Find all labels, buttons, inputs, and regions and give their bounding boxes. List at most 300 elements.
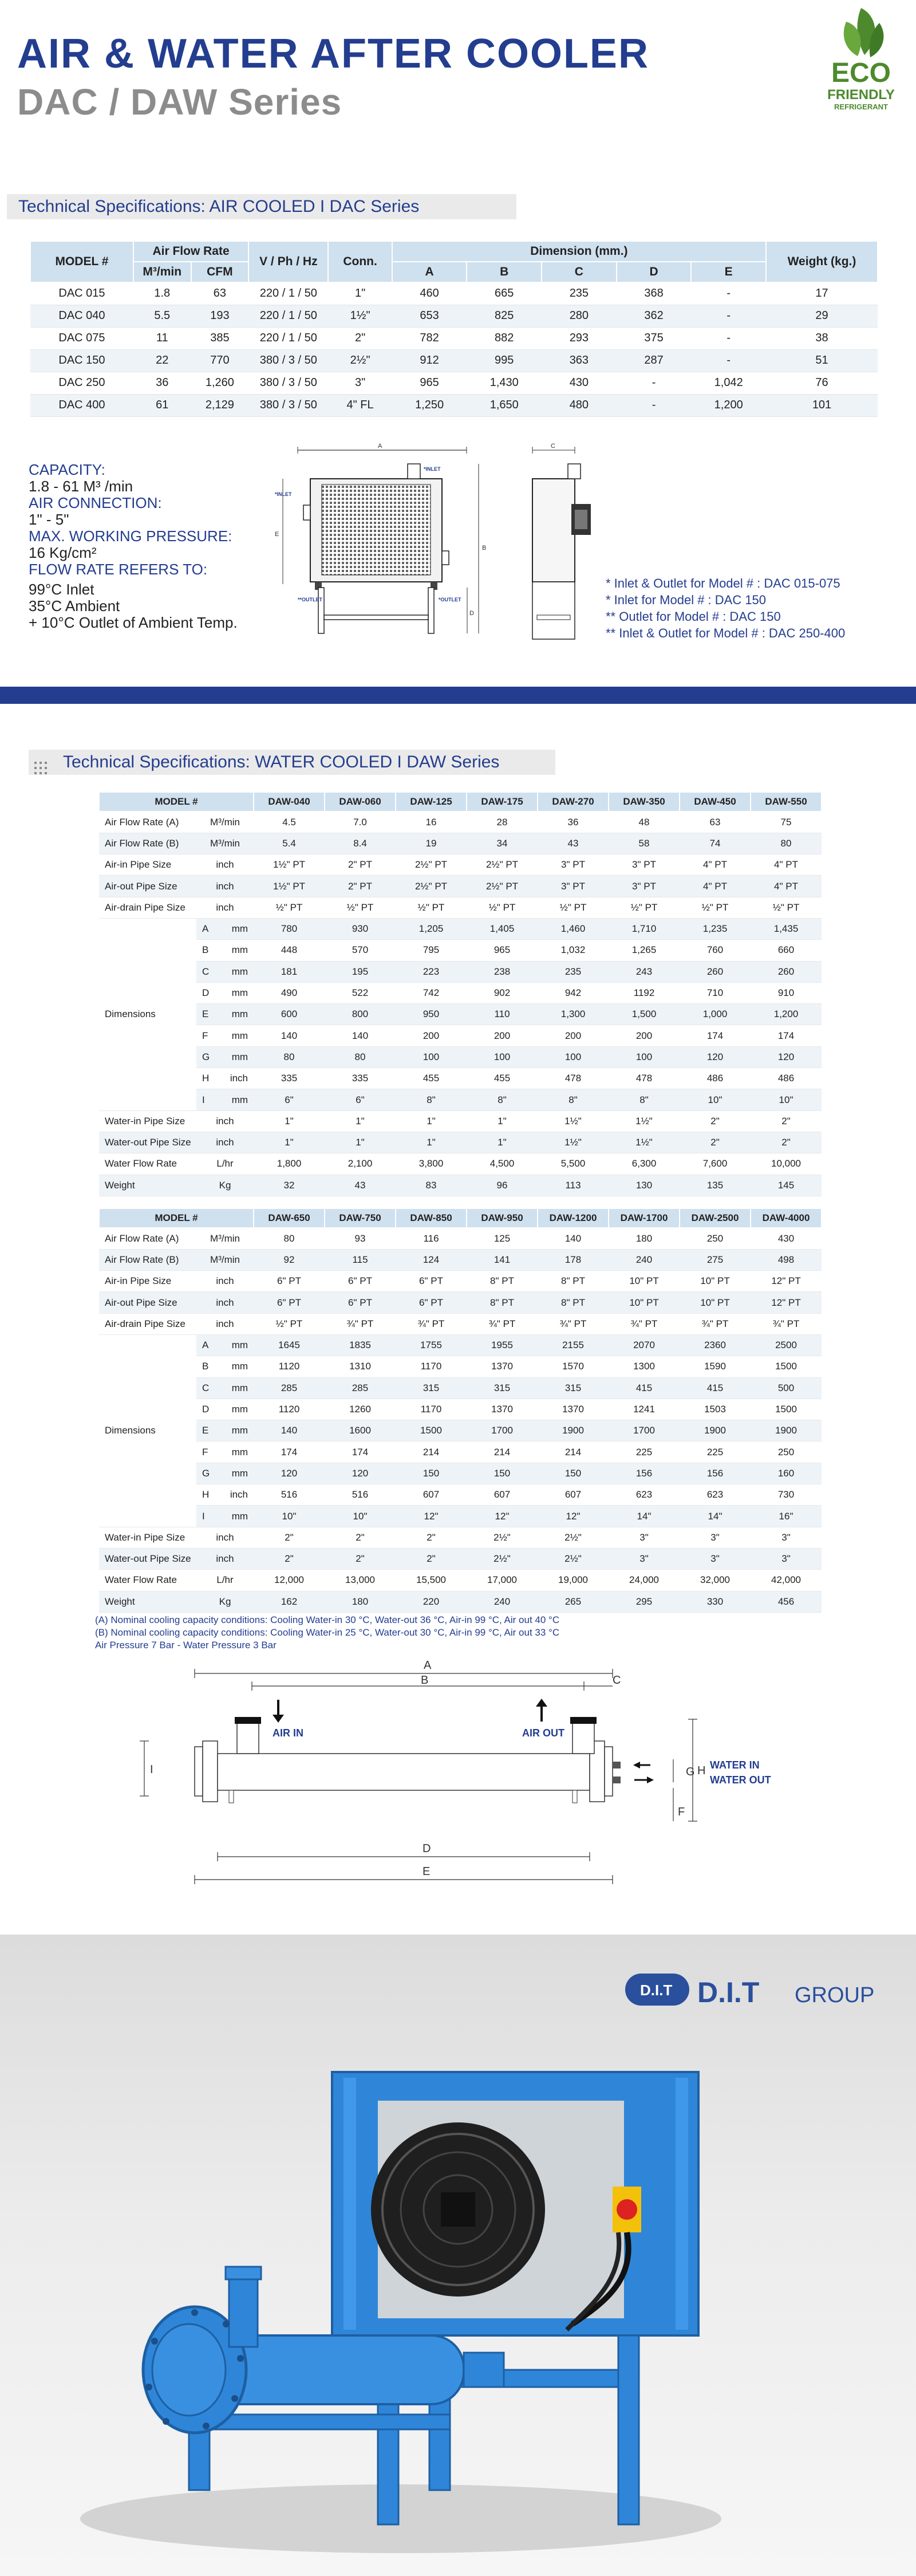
dimension-key: G [202, 1051, 210, 1062]
table-cell: 4" PT [751, 876, 822, 897]
table-cell: 455 [396, 1068, 467, 1089]
table-cell: 220 / 1 / 50 [248, 282, 328, 305]
table-cell: 710 [680, 982, 751, 1003]
unit-cell: M³/min [196, 1249, 254, 1270]
table-cell: 910 [751, 982, 822, 1003]
daw-dim-d: D [423, 1842, 431, 1855]
table-cell: 607 [396, 1484, 467, 1506]
table-row [99, 918, 822, 939]
table-cell: ½" PT [609, 897, 680, 918]
logo-badge-text: D.I.T [640, 1982, 673, 1999]
footnote-b: (B) Nominal cooling capacity conditions: Cooling Water-in 25 °C, Water-out 30 °C, Air-in 99 °C, Air out 33 °C [95, 1627, 560, 1638]
unit-cell: inch [196, 1132, 254, 1153]
table-cell: 14" [609, 1506, 680, 1527]
product-photo [0, 1935, 916, 2576]
table-cell: 80 [751, 833, 822, 854]
row-label: Air-out Pipe Size [99, 1292, 196, 1313]
table-row [99, 1249, 822, 1270]
model-column-header: DAW-750 [325, 1208, 396, 1228]
air-out-arrow-icon [536, 1699, 547, 1722]
dac-model-notes [606, 575, 845, 641]
table-cell: 8" PT [538, 1292, 609, 1313]
table-row [99, 897, 822, 918]
table-cell: 1½" PT [254, 854, 325, 876]
table-cell: 742 [396, 982, 467, 1003]
dimension-key-unit [196, 1441, 254, 1463]
dac-col-b: B [467, 262, 542, 282]
table-cell: 653 [392, 305, 467, 327]
dimension-key-unit [196, 1334, 254, 1356]
table-cell: 238 [467, 961, 538, 982]
water-out-label: WATER OUT [710, 1774, 771, 1786]
table-cell: 113 [538, 1175, 609, 1196]
table-cell: 275 [680, 1249, 751, 1270]
table-cell: 607 [538, 1484, 609, 1506]
table-cell: 14" [680, 1506, 751, 1527]
unit-cell: Kg [196, 1591, 254, 1612]
table-cell: 1" [254, 1110, 325, 1132]
air-connection-value: 1" - 5" [29, 511, 69, 528]
table-cell: 1,200 [751, 1004, 822, 1025]
dimension-key-unit [196, 1420, 254, 1441]
dac-col-m3min: M³/min [133, 262, 191, 282]
dac-col-conn: Conn. [328, 241, 392, 282]
table-cell: 10" PT [609, 1292, 680, 1313]
dac-dim-e: E [275, 531, 279, 538]
table-cell: 250 [680, 1228, 751, 1249]
dimensions-label: Dimensions [99, 1334, 196, 1527]
table-cell: 1,460 [538, 918, 609, 939]
table-cell: 8" PT [467, 1292, 538, 1313]
table-row [30, 372, 878, 394]
row-label: Weight [99, 1175, 196, 1196]
table-row [99, 1292, 822, 1313]
table-cell: 28 [467, 812, 538, 833]
unit-cell: M³/min [196, 812, 254, 833]
table-cell: 385 [191, 327, 249, 349]
table-row [99, 982, 822, 1003]
table-cell: 162 [254, 1591, 325, 1612]
table-cell: 486 [751, 1068, 822, 1089]
dac-col-weight: Weight (kg.) [766, 241, 878, 282]
table-cell: 770 [191, 349, 249, 372]
table-cell: 12" [538, 1506, 609, 1527]
dac-col-model: MODEL # [30, 241, 133, 282]
table-cell: 315 [396, 1377, 467, 1399]
table-cell: 1½" [609, 1110, 680, 1132]
table-cell: 1,650 [467, 394, 542, 416]
table-cell: 220 / 1 / 50 [248, 305, 328, 327]
dac-col-dimension: Dimension (mm.) [392, 241, 766, 262]
table-cell: 265 [538, 1591, 609, 1612]
model-cell: DAC 250 [30, 372, 133, 394]
table-cell: 243 [609, 961, 680, 982]
table-cell: 7,600 [680, 1153, 751, 1175]
table-row [30, 349, 878, 372]
dimension-key-unit [196, 1463, 254, 1484]
table-cell: 2155 [538, 1334, 609, 1356]
flow-rate-label: FLOW RATE REFERS TO: [29, 561, 208, 578]
model-column-header: DAW-350 [609, 792, 680, 812]
table-cell: 8" PT [467, 1271, 538, 1292]
table-row [99, 1463, 822, 1484]
table-cell: 260 [751, 961, 822, 982]
table-cell: 17,000 [467, 1570, 538, 1591]
table-cell: 5.5 [133, 305, 191, 327]
table-cell: 1900 [538, 1420, 609, 1441]
daw-dim-c: C [613, 1674, 621, 1687]
table-cell: 101 [766, 394, 878, 416]
dac-col-vph: V / Ph / Hz [248, 241, 328, 282]
unit-cell: Kg [196, 1175, 254, 1196]
dimension-key: H [202, 1489, 210, 1500]
table-cell: 1" [396, 1132, 467, 1153]
table-cell: 4.5 [254, 812, 325, 833]
unit-cell: mm [231, 1094, 248, 1105]
note-4: ** Inlet & Outlet for Model # : DAC 250-400 [606, 626, 846, 640]
table-cell: 83 [396, 1175, 467, 1196]
table-cell: 363 [542, 349, 617, 372]
table-cell: 100 [396, 1046, 467, 1068]
dimension-key: H [202, 1073, 210, 1084]
table-cell: 120 [751, 1046, 822, 1068]
table-cell: ½" PT [254, 1313, 325, 1334]
table-row [99, 1377, 822, 1399]
table-row [99, 961, 822, 982]
daw-dim-i: I [150, 1763, 153, 1776]
table-cell: 2½" [538, 1527, 609, 1548]
table-cell: ¾" PT [609, 1313, 680, 1334]
table-row [99, 1068, 822, 1089]
table-cell: 8" [396, 1089, 467, 1110]
model-column-header: DAW-2500 [680, 1208, 751, 1228]
footnote-pressure: Air Pressure 7 Bar - Water Pressure 3 Bar [95, 1640, 277, 1651]
unit-cell: inch [196, 1548, 254, 1569]
table-cell: 100 [467, 1046, 538, 1068]
table-cell: 295 [609, 1591, 680, 1612]
table-cell: 362 [617, 305, 692, 327]
table-cell: 1600 [325, 1420, 396, 1441]
flow-ambient: 35°C Ambient [29, 597, 120, 615]
table-row [99, 1025, 822, 1046]
table-cell: 225 [680, 1441, 751, 1463]
table-cell: 214 [396, 1441, 467, 1463]
water-out-arrow-icon [634, 1777, 654, 1783]
table-cell: 61 [133, 394, 191, 416]
table-cell: 7.0 [325, 812, 396, 833]
table-cell: 140 [254, 1420, 325, 1441]
table-cell: 160 [751, 1463, 822, 1484]
logo-name-text: D.I.T [697, 1976, 760, 2008]
table-cell: 6" PT [254, 1292, 325, 1313]
table-cell: 36 [538, 812, 609, 833]
table-cell: 135 [680, 1175, 751, 1196]
table-cell: 1" [467, 1132, 538, 1153]
table-cell: 200 [538, 1025, 609, 1046]
unit-cell: mm [231, 1467, 248, 1479]
table-cell: 380 / 3 / 50 [248, 349, 328, 372]
model-column-header: DAW-850 [396, 1208, 467, 1228]
table-cell: 460 [392, 282, 467, 305]
page-subtitle: DAC / DAW Series [17, 81, 342, 123]
table-cell: 478 [538, 1068, 609, 1089]
table-cell: 293 [542, 327, 617, 349]
table-cell: 1,250 [392, 394, 467, 416]
table-row [99, 1399, 822, 1420]
table-cell: 2,129 [191, 394, 249, 416]
model-column-header: DAW-125 [396, 792, 467, 812]
table-cell: 2½" PT [467, 876, 538, 897]
table-cell: 1" [325, 1132, 396, 1153]
table-row [99, 854, 822, 876]
table-cell: 1,265 [609, 940, 680, 961]
water-in-arrow-icon [633, 1762, 650, 1768]
section-divider-band [0, 687, 916, 704]
table-cell: - [617, 372, 692, 394]
table-cell: 995 [467, 349, 542, 372]
table-cell: ½" PT [325, 897, 396, 918]
table-cell: 235 [538, 961, 609, 982]
table-cell: 1120 [254, 1399, 325, 1420]
table-cell: 285 [254, 1377, 325, 1399]
unit-cell: mm [231, 1051, 248, 1062]
flow-inlet: 99°C Inlet [29, 581, 94, 598]
model-cell: DAC 040 [30, 305, 133, 327]
table-cell: 2" [396, 1527, 467, 1548]
air-out-label: AIR OUT [522, 1727, 564, 1739]
table-cell: 6" [254, 1089, 325, 1110]
table-cell: ¾" PT [538, 1313, 609, 1334]
table-cell: 1,000 [680, 1004, 751, 1025]
table-cell: 3,800 [396, 1153, 467, 1175]
table-cell: 1503 [680, 1399, 751, 1420]
table-cell: 214 [467, 1441, 538, 1463]
model-column-header: DAW-450 [680, 792, 751, 812]
dimension-key-unit [196, 1356, 254, 1377]
dac-col-cfm: CFM [191, 262, 249, 282]
row-label: Water-in Pipe Size [99, 1527, 196, 1548]
table-row [99, 1004, 822, 1025]
dimension-key: B [202, 944, 209, 956]
table-cell: 181 [254, 961, 325, 982]
eco-badge-line3: REFRIGERANT [834, 103, 888, 111]
unit-cell: mm [231, 1404, 248, 1415]
table-cell: 1170 [396, 1356, 467, 1377]
dac-outlet-label-1: **OUTLET [298, 597, 323, 602]
table-cell: 3" [328, 372, 392, 394]
table-cell: - [691, 305, 766, 327]
row-label: Air-drain Pipe Size [99, 1313, 196, 1334]
daw2-col-model: MODEL # [99, 1208, 254, 1228]
model-column-header: DAW-270 [538, 792, 609, 812]
table-cell: 1" [467, 1110, 538, 1132]
dimension-key-unit [196, 1377, 254, 1399]
table-cell: 1700 [609, 1420, 680, 1441]
dimension-key: A [202, 1340, 209, 1351]
air-in-arrow-icon [273, 1700, 284, 1723]
dimension-key-unit [196, 918, 254, 939]
table-cell: 1,205 [396, 918, 467, 939]
table-row [99, 1271, 822, 1292]
table-cell: 2" PT [325, 876, 396, 897]
dimension-key-unit [196, 1004, 254, 1025]
table-cell: 141 [467, 1249, 538, 1270]
unit-cell: inch [196, 1527, 254, 1548]
table-cell: 75 [751, 812, 822, 833]
table-cell: 19,000 [538, 1570, 609, 1591]
daw-section-heading [29, 750, 555, 775]
row-label: Air Flow Rate (B) [99, 833, 196, 854]
dimension-key: D [202, 987, 210, 999]
row-label: Air-out Pipe Size [99, 876, 196, 897]
unit-cell: inch [196, 876, 254, 897]
table-cell: 335 [325, 1068, 396, 1089]
table-cell: 3" PT [538, 854, 609, 876]
table-cell: 93 [325, 1228, 396, 1249]
table-cell: 1310 [325, 1356, 396, 1377]
table-row [99, 1484, 822, 1506]
table-cell: 43 [538, 833, 609, 854]
table-cell: 130 [609, 1175, 680, 1196]
table-cell: 235 [542, 282, 617, 305]
table-row [99, 1089, 822, 1110]
table-cell: 1,435 [751, 918, 822, 939]
table-cell: 220 [396, 1591, 467, 1612]
table-cell: ½" PT [751, 897, 822, 918]
daw-dim-b: B [421, 1674, 429, 1687]
dimension-key: C [202, 1382, 210, 1393]
table-cell: 448 [254, 940, 325, 961]
table-cell: 178 [538, 1249, 609, 1270]
table-cell: 825 [467, 305, 542, 327]
table-cell: 140 [325, 1025, 396, 1046]
table-cell: 500 [751, 1377, 822, 1399]
table-cell: 180 [609, 1228, 680, 1249]
table-cell: 15,500 [396, 1570, 467, 1591]
table-cell: 3" [680, 1548, 751, 1569]
table-cell: 6" PT [396, 1292, 467, 1313]
table-cell: 125 [467, 1228, 538, 1249]
table-cell: 200 [609, 1025, 680, 1046]
table-cell: 2" [751, 1110, 822, 1132]
table-cell: 660 [751, 940, 822, 961]
table-cell: 6,300 [609, 1153, 680, 1175]
table-cell: ½" PT [467, 897, 538, 918]
table-cell: 4,500 [467, 1153, 538, 1175]
table-row [99, 1356, 822, 1377]
unit-cell: inch [196, 897, 254, 918]
table-cell: 12" [396, 1506, 467, 1527]
daw-dim-e: E [423, 1865, 431, 1878]
dac-dim-a: A [378, 443, 382, 450]
air-connection-label: AIR CONNECTION: [29, 494, 162, 511]
table-cell: 32,000 [680, 1570, 751, 1591]
table-cell: 1" [328, 282, 392, 305]
table-cell: 156 [680, 1463, 751, 1484]
table-cell: 780 [254, 918, 325, 939]
table-cell: 1370 [467, 1356, 538, 1377]
dimension-key: I [202, 1094, 205, 1105]
table-cell: 12" [467, 1506, 538, 1527]
daw-dim-g: G [686, 1766, 695, 1778]
unit-cell: mm [231, 944, 248, 956]
table-cell: 225 [609, 1441, 680, 1463]
table-cell: 315 [538, 1377, 609, 1399]
row-label: Air-drain Pipe Size [99, 897, 196, 918]
table-cell: 760 [680, 940, 751, 961]
row-label: Water-out Pipe Size [99, 1548, 196, 1569]
table-cell: 10" [254, 1506, 325, 1527]
table-cell: 10" PT [609, 1271, 680, 1292]
table-cell: ½" PT [680, 897, 751, 918]
table-cell: 1,260 [191, 372, 249, 394]
table-cell: 34 [467, 833, 538, 854]
table-cell: 1370 [538, 1399, 609, 1420]
table-cell: 1" [254, 1132, 325, 1153]
table-cell: 287 [617, 349, 692, 372]
table-cell: 3" [680, 1527, 751, 1548]
table-cell: 456 [751, 1591, 822, 1612]
row-label: Water Flow Rate [99, 1570, 196, 1591]
table-cell: 80 [254, 1046, 325, 1068]
table-cell: 1½" [538, 1110, 609, 1132]
water-in-label: WATER IN [710, 1759, 760, 1771]
page-title: AIR & WATER AFTER COOLER [17, 31, 649, 77]
table-cell: 48 [609, 812, 680, 833]
dimension-key: E [202, 1009, 209, 1020]
table-row [99, 940, 822, 961]
dimension-key-unit [196, 961, 254, 982]
dimension-key-unit [196, 1089, 254, 1110]
dimension-key-unit [196, 1025, 254, 1046]
table-cell: 10" [325, 1506, 396, 1527]
table-row [99, 1228, 822, 1249]
table-cell: 380 / 3 / 50 [248, 372, 328, 394]
table-cell: 174 [680, 1025, 751, 1046]
table-cell: 2½" [538, 1548, 609, 1569]
table-cell: 516 [325, 1484, 396, 1506]
table-cell: 250 [751, 1441, 822, 1463]
table-cell: 1645 [254, 1334, 325, 1356]
table-cell: 150 [396, 1463, 467, 1484]
table-row [99, 1132, 822, 1153]
table-cell: 335 [254, 1068, 325, 1089]
table-cell: 10,000 [751, 1153, 822, 1175]
unit-cell: inch [196, 1110, 254, 1132]
table-cell: ¾" PT [751, 1313, 822, 1334]
table-cell: 2" [751, 1132, 822, 1153]
table-cell: 6" PT [396, 1271, 467, 1292]
model-cell: DAC 075 [30, 327, 133, 349]
model-column-header: DAW-4000 [751, 1208, 822, 1228]
table-cell: 1500 [751, 1399, 822, 1420]
model-column-header: DAW-060 [325, 792, 396, 812]
table-cell: 3" [609, 1527, 680, 1548]
table-cell: 80 [254, 1228, 325, 1249]
table-cell: 16" [751, 1506, 822, 1527]
table-cell: 285 [325, 1377, 396, 1399]
table-cell: 330 [680, 1591, 751, 1612]
table-row [99, 1420, 822, 1441]
daw-footnotes [95, 1614, 559, 1652]
eco-friendly-badge [812, 2, 910, 115]
table-cell: 2500 [751, 1334, 822, 1356]
model-column-header: DAW-950 [467, 1208, 538, 1228]
table-cell: 2" [328, 327, 392, 349]
unit-cell: mm [231, 923, 248, 935]
dimension-key-unit [196, 1399, 254, 1420]
table-row [99, 1591, 822, 1612]
